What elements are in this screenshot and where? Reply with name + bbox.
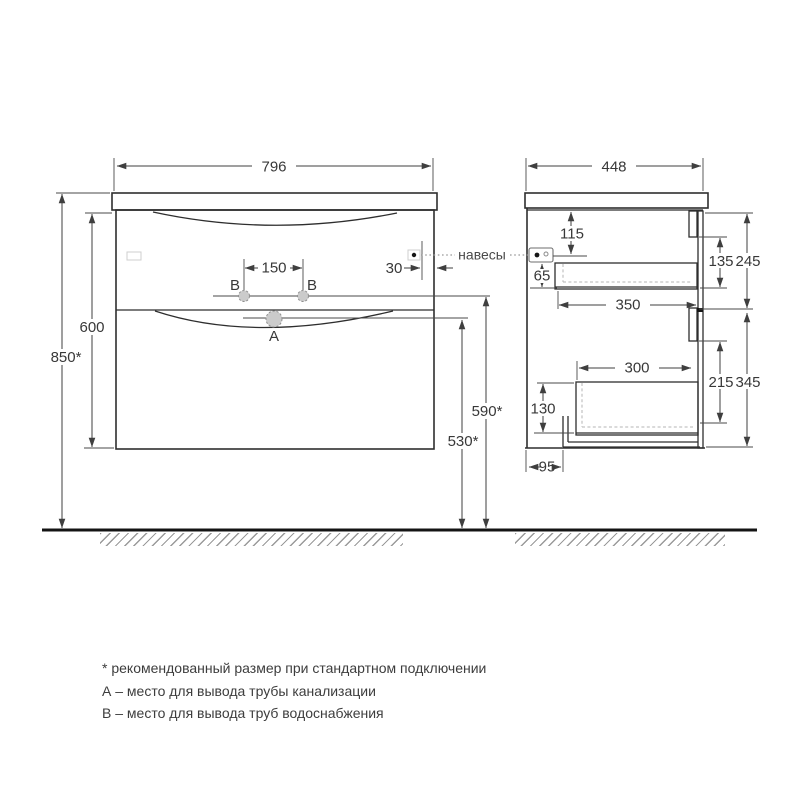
hangers-callout: [421, 247, 528, 263]
side-view: [525, 158, 762, 476]
dim-bottom-drawer-width: [577, 360, 691, 381]
dim-label-bottom-drawer-height: 130: [530, 400, 556, 418]
point-b-right-label: B: [306, 277, 318, 294]
dim-drain-outlet-height: [443, 320, 484, 528]
dim-label-bottom-section: 345: [735, 374, 761, 391]
floor-hatch-left: [100, 533, 403, 546]
dim-label-hanger-from-top: 115: [560, 225, 584, 243]
dim-label-top-drawer-depth: 350: [615, 296, 641, 314]
dim-hanger-from-top: [557, 212, 587, 254]
footnotes: [102, 657, 486, 725]
dim-plinth-offset: [526, 450, 563, 476]
dim-front-width: [114, 158, 433, 191]
bottom-panel: [563, 416, 700, 447]
drawer-box: [555, 263, 697, 289]
footnote-point-a: А – место для вывода трубы канализации: [102, 682, 376, 699]
top-hanging-rail: [689, 211, 697, 237]
dim-label-body-height: 600: [79, 319, 105, 336]
side-back-panel: [698, 211, 703, 448]
dim-bottom-drawer-height: [528, 383, 574, 433]
dim-label-overall-height: 850*: [50, 349, 82, 366]
dim-label-hanger-offset: 30: [385, 260, 403, 277]
hangers-callout-label: навесы: [458, 246, 506, 263]
mid-hanging-rail: [689, 308, 697, 341]
dim-depth: [526, 158, 703, 191]
dim-top-section: [699, 213, 762, 309]
front-countertop: [112, 193, 437, 210]
dim-water-outlet-height: [467, 297, 508, 528]
dim-label-top-drawer-side: 65: [533, 267, 551, 285]
brand-plate-icon: [127, 252, 141, 260]
front-sink-curve: [153, 212, 397, 225]
side-hanger-bracket: [529, 248, 587, 262]
dim-label-rail-to-drawer-bottom: 215: [708, 374, 734, 391]
dim-bottom-section: [699, 313, 762, 447]
dim-label-faucet-spacing: 150: [261, 259, 287, 277]
dim-label-drain-outlet-height: 530*: [447, 433, 479, 450]
footnote-recommended-size: * рекомендованный размер при стандартном подключении: [102, 660, 487, 676]
floor-hatch-right: [515, 533, 725, 546]
dim-label-plinth-offset: 95: [538, 458, 556, 476]
top-drawer-profile: [555, 263, 697, 289]
dim-hanger-offset: [386, 260, 453, 277]
dim-label-depth: 448: [601, 158, 627, 176]
dim-overall-height: [45, 193, 110, 528]
dim-label-rail-to-drawer-top: 135: [708, 253, 734, 270]
bottom-drawer-profile: [576, 382, 698, 435]
hanger-dot-icon: [535, 253, 540, 258]
dim-label-front-width: 796: [261, 158, 287, 176]
dim-top-drawer-depth: [558, 291, 696, 314]
side-countertop: [525, 193, 708, 208]
drain-hole-icon: [266, 311, 282, 327]
hanger-dot-icon: [412, 253, 416, 257]
dim-label-water-outlet-height: 590*: [471, 403, 503, 420]
dim-label-bottom-drawer-width: 300: [624, 359, 650, 377]
footnote-point-b: В – место для вывода труб водоснабжения: [102, 705, 384, 721]
point-b-left-label: B: [229, 277, 241, 294]
dim-label-top-section: 245: [735, 253, 761, 270]
dim-body-height: [74, 213, 114, 448]
hanger-bracket-icon: [529, 248, 553, 262]
dim-faucet-spacing: [244, 259, 303, 290]
front-plumbing-points: [213, 277, 490, 345]
point-a-label: A: [268, 328, 280, 345]
dim-top-drawer-side: [530, 264, 557, 288]
water-hole-left-icon: [239, 291, 250, 302]
front-view: [45, 158, 508, 528]
front-hanger-marker: [408, 241, 422, 280]
